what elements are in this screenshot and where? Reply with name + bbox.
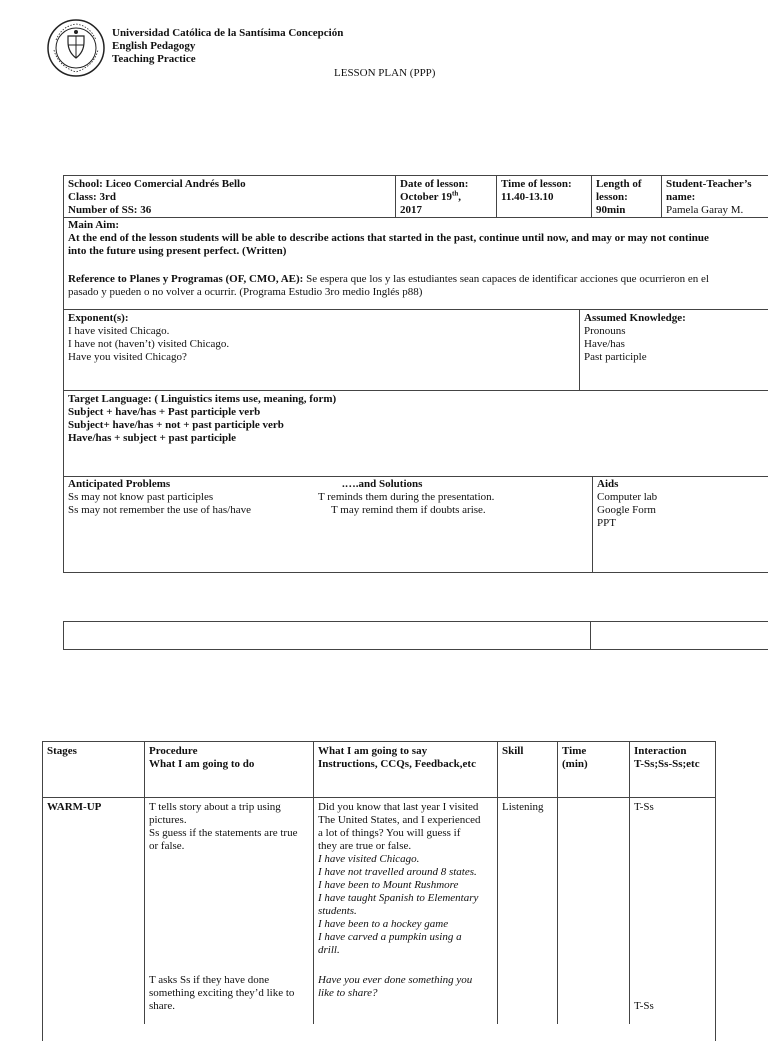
assumed-item: Pronouns [584, 325, 626, 337]
procedure-line: pictures. [149, 814, 187, 826]
procedure-line: something exciting they’d like to [149, 987, 295, 999]
exponent-item: I have visited Chicago. [68, 325, 170, 337]
length-label-1: Length of [596, 178, 642, 190]
date-value: October 19th, [400, 189, 462, 203]
header-procedure: Procedure [149, 745, 198, 757]
procedure-line: T tells story about a trip using [149, 801, 281, 813]
interaction-a: T-Ss [634, 801, 654, 813]
header-interaction: Interaction [634, 745, 687, 757]
say-line: Did you know that last year I visited [318, 801, 479, 813]
empty-table [63, 621, 768, 650]
time-value: 11.40-13.10 [501, 191, 554, 203]
stage-warmup: WARM-UP [47, 801, 102, 813]
say-question-line: like to share? [318, 987, 378, 999]
say-line: they are true or false. [318, 840, 412, 852]
date-label: Date of lesson: [400, 178, 469, 190]
header-time-unit: (min) [562, 758, 588, 770]
assumed-knowledge-label: Assumed Knowledge: [584, 312, 686, 324]
header-stages: Stages [47, 745, 77, 757]
time-label: Time of lesson: [501, 178, 572, 190]
main-aim-text-1: At the end of the lesson students will be able to describe actions that started in the past, continue until now, and may or may not continue [68, 232, 709, 244]
aid-item: Google Form [597, 504, 656, 516]
procedure-line: share. [149, 1000, 175, 1012]
target-language-item: Have/has + subject + past participle [68, 432, 237, 444]
target-language-label: Target Language: ( Linguistics items use, meaning, form) [68, 393, 337, 405]
course-name: Teaching Practice [112, 53, 196, 65]
exponent-item: I have not (haven’t) visited Chicago. [68, 338, 230, 350]
page-title: LESSON PLAN (PPP) [334, 67, 436, 79]
university-seal-logo [46, 18, 106, 78]
reference-label: Reference to Planes y Programas (OF, CMO, AE): [68, 273, 304, 285]
header-say-sub: Instructions, CCQs, Feedback,etc [318, 758, 476, 770]
say-line: The United States, and I experienced [318, 814, 481, 826]
class-level: Class: 3rd [68, 191, 116, 203]
aid-item: Computer lab [597, 491, 658, 503]
reference-text-1: Se espera que los y las estudiantes sean capaces de identificar acciones que ocurrieron en el [303, 273, 709, 285]
number-of-students: Number of SS: 36 [68, 204, 152, 216]
procedure-line: T asks Ss if they have done [149, 974, 270, 986]
date-year: 2017 [400, 204, 422, 216]
main-aim-text-2: into the future using present perfect. (Written) [68, 245, 287, 257]
header-time: Time [562, 745, 587, 757]
reference-text-2: pasado y pueden o no volver a ocurrir. (Programa Estudio 3ro medio Inglés p88) [68, 286, 423, 298]
interaction-b: T-Ss [634, 1000, 654, 1012]
procedure-line: or false. [149, 840, 185, 852]
exponent-item: Have you visited Chicago? [68, 351, 187, 363]
exponents-label: Exponent(s): [68, 312, 129, 324]
statement-line: drill. [318, 944, 340, 956]
length-label-2: lesson: [596, 191, 628, 203]
aids-label: Aids [597, 478, 619, 490]
anticipated-problems-label: Anticipated Problems [68, 478, 171, 490]
solution-item: T may remind them if doubts arise. [331, 504, 486, 516]
statement-line: I have been to a hockey game [318, 918, 449, 930]
problem-item: Ss may not remember the use of has/have [68, 504, 251, 516]
header-interaction-sub: T-Ss;Ss-Ss;etc [634, 758, 700, 770]
main-aim-label: Main Aim: [68, 219, 120, 231]
student-teacher-label-2: name: [666, 191, 696, 203]
school-name: School: Liceo Comercial Andrés Bello [68, 178, 246, 190]
length-value: 90min [596, 204, 626, 216]
assumed-item: Have/has [584, 338, 625, 350]
assumed-item: Past participle [584, 351, 647, 363]
target-language-item: Subject+ have/has + not + past participle verb [68, 419, 284, 431]
say-question-line: Have you ever done something you [318, 974, 473, 986]
statement-line: I have carved a pumpkin using a [318, 931, 462, 943]
header-procedure-sub: What I am going to do [149, 758, 255, 770]
procedure-line: Ss guess if the statements are true [149, 827, 298, 839]
statement-line: students. [318, 905, 357, 917]
target-language-item: Subject + have/has + Past participle verb [68, 406, 261, 418]
program-name: English Pedagogy [112, 40, 196, 52]
student-teacher-name: Pamela Garay M. [666, 204, 744, 216]
statement-line: I have not travelled around 8 states. [318, 866, 477, 878]
aid-item: PPT [597, 517, 616, 529]
student-teacher-label-1: Student-Teacher’s [666, 178, 752, 190]
solution-item: T reminds them during the presentation. [318, 491, 495, 503]
say-line: a lot of things? You will guess if [318, 827, 461, 839]
header-say: What I am going to say [318, 745, 428, 757]
institution-name: Universidad Católica de la Santísima Concepción [112, 27, 344, 39]
statement-line: I have taught Spanish to Elementary [318, 892, 479, 904]
statement-line: I have been to Mount Rushmore [318, 879, 459, 891]
problem-item: Ss may not know past participles [68, 491, 214, 503]
skill-listening: Listening [502, 801, 544, 813]
statement-line: I have visited Chicago. [318, 853, 420, 865]
header-skill: Skill [502, 745, 524, 757]
solutions-label: .….and Solutions [342, 478, 423, 490]
